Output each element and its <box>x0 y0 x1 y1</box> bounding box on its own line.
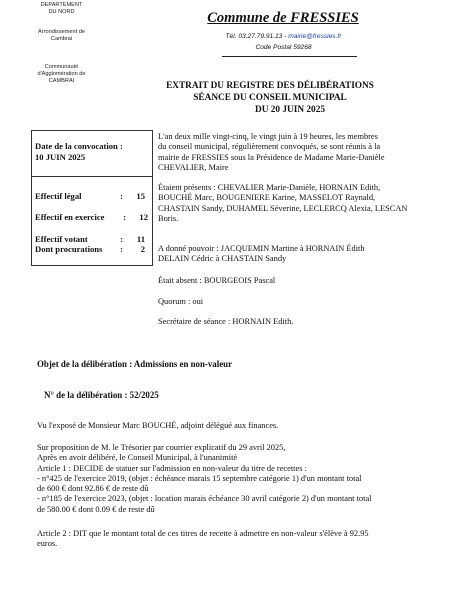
effectif-exercice-value: 12 <box>139 212 148 222</box>
effectif-exercice-row <box>35 212 148 222</box>
box-divider <box>31 176 152 177</box>
text-line: DELAIN Cédric à CHASTAIN Sandy <box>158 254 287 264</box>
convocation-label: Date de la convocation : <box>35 141 123 151</box>
text-line: du conseil municipal, régulièrement convoqués, se sont réunis à la <box>158 142 381 152</box>
text-line: mairie de FRESSIES sous la Présidence de Madame Marie-Danièle <box>158 152 385 162</box>
deliberation-number: N° de la délibération : 52/2025 <box>44 390 159 400</box>
pouvoirs-list <box>158 244 448 265</box>
vu-expose: Vu l'exposé de Monsieur Marc BOUCHÉ, adjoint délégué aux finances. <box>37 421 279 430</box>
text-line: Article 2 : DIT que le montant total de ces titres de recette à admettre en non-valeur s'élève à 92.95 <box>37 529 369 538</box>
session-intro <box>158 132 448 173</box>
text-line: Après en avoir délibéré, le Conseil Municipal, à l'unanimité <box>37 453 238 463</box>
effectif-legal-label: Effectif légal <box>35 191 82 201</box>
colon: : <box>123 212 126 222</box>
effectif-votant-row <box>35 234 145 244</box>
text-line: CHEVALIER, Maire <box>158 162 229 172</box>
department-line: DEPARTEMENT <box>40 2 83 8</box>
commune-title: Commune de FRESSIES <box>207 10 359 26</box>
arrondissement-line: Arrondissement de <box>38 29 85 35</box>
secretaire-line: Secrétaire de séance : HORNAIN Edith. <box>158 317 294 326</box>
absent-line: Était absent : BOURGEOIS Pascal <box>158 276 276 285</box>
arrondissement-label <box>0 29 123 43</box>
communaute-line: CAMBRAI <box>48 78 75 84</box>
title-date: DU 20 JUIN 2025 <box>255 105 325 115</box>
article-2 <box>37 529 449 550</box>
effectif-legal-value: 15 <box>136 191 145 201</box>
department-label <box>0 2 123 16</box>
deliberation-body <box>37 443 449 515</box>
text-line: - n°425 de l'exercice 2019, (objet : échéance marais 15 septembre catégorie 1) d'un montant total <box>37 473 362 483</box>
title-seance: SÉANCE DU CONSEIL MUNICIPAL <box>193 93 347 103</box>
colon: : <box>120 234 123 244</box>
procurations-label: Dont procurations <box>35 244 103 254</box>
text-line: de 580.00 € dont 0.09 € de reste dû <box>37 504 155 514</box>
contact-line <box>196 32 371 43</box>
communaute-line: d'Agglomération de <box>37 71 86 77</box>
communaute-line: Communauté <box>44 64 79 70</box>
text-line: BOUCHÉ Marc, BOUGENIERE Karine, MASSELOT Raynald, <box>158 193 376 203</box>
text-line: Sur proposition de M. le Trésorier par courrier explicatif du 29 avril 2025, <box>37 443 286 452</box>
text-line: L'an deux mille vingt-cinq, le vingt juin à 19 heures, les membres <box>158 132 378 141</box>
text-line: Étaient présents : CHEVALIER Marie-Danièle, HORNAIN Edith, <box>158 183 381 192</box>
colon: : <box>120 244 123 254</box>
title-registre: EXTRAIT DU REGISTRE DES DÉLIBÉRATIONS <box>166 81 374 91</box>
arrondissement-line: Cambrai <box>50 36 73 42</box>
email-link[interactable]: mairie@fressies.fr <box>288 33 342 40</box>
procurations-row <box>35 244 145 254</box>
department-line: DU NORD <box>48 9 75 15</box>
text-line: euros. <box>37 539 58 549</box>
text-line: CHASTAIN Sandy, DUHAMEL Séverine, LECLERCQ Alexia, LESCAN <box>158 203 408 213</box>
header-divider <box>222 56 357 57</box>
text-line: de 600 € dont 92.86 € de reste dû <box>37 484 149 494</box>
text-line: Article 1 : DECIDE de statuer sur l'admission en non-valeur du titre de recettes : <box>37 463 307 473</box>
quorum-line: Quorum : oui <box>158 297 204 306</box>
convocation-date: 10 JUIN 2025 <box>35 152 86 162</box>
deliberation-subject: Objet de la délibération : Admissions en non-valeur <box>37 359 233 369</box>
contact-block <box>196 32 371 53</box>
effectif-votant-label: Effectif votant <box>35 234 88 244</box>
effectif-exercice-label: Effectif en exercice <box>35 212 105 222</box>
postal-code: Code Postal 59268 <box>255 43 312 51</box>
text-line: Boris. <box>158 213 179 223</box>
colon: : <box>120 191 123 201</box>
presents-list <box>158 183 448 224</box>
procurations-value: 2 <box>140 244 145 254</box>
text-line: - n°185 de l'exercice 2023, (objet : location marais échéance 30 avril catégorie 2) d'un montant total <box>37 494 372 504</box>
effectif-votant-value: 11 <box>136 234 145 244</box>
phone-number: Tél. 03.27.79.91.13 - <box>225 33 287 40</box>
text-line: A donné pouvoir : JACQUEMIN Martine à HORNAIN Édith <box>158 244 365 253</box>
effectif-legal-row <box>35 191 145 201</box>
